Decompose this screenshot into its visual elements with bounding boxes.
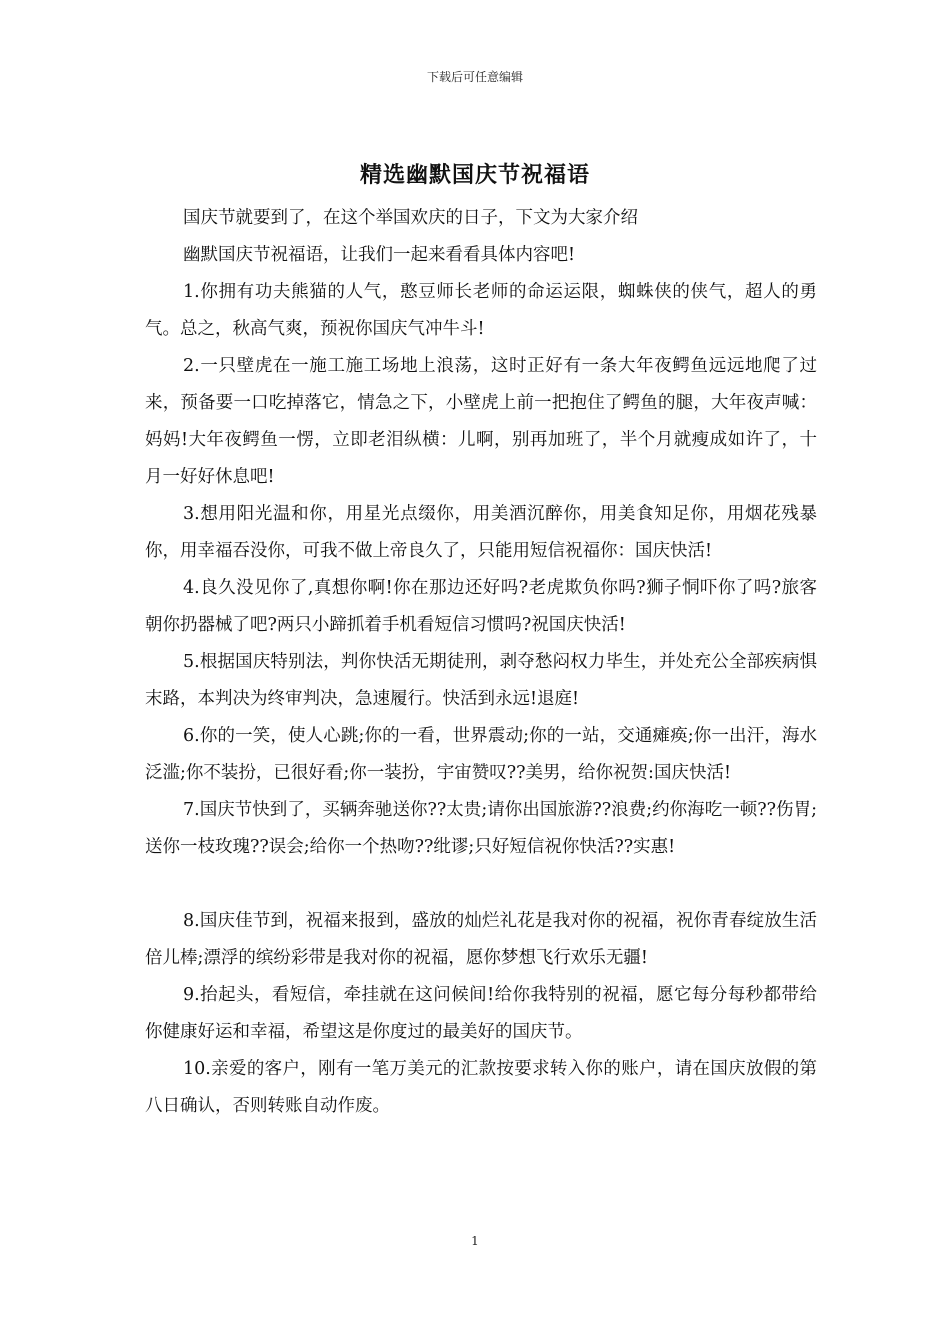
greeting-item-7: 7.国庆节快到了，买辆奔驰送你??太贵;请你出国旅游??浪费;约你海吃一顿??伤胃;送你一枝玫瑰??误会;给你一个热吻??纰谬;只好短信祝你快活??实惠! xyxy=(145,800,817,857)
greeting-item-1: 1.你拥有功夫熊猫的人气，憨豆师长老师的命运运限，蜘蛛侠的侠气，超人的勇气。总之，秋高气爽，预祝你国庆气冲牛斗! xyxy=(145,282,817,339)
greeting-item-4: 4.良久没见你了,真想你啊!你在那边还好吗?老虎欺负你吗?狮子恫吓你了吗?旅客朝你扔器械了吧?两只小蹄抓着手机看短信习惯吗?祝国庆快活! xyxy=(145,578,817,635)
intro-paragraph-1: 国庆节就要到了，在这个举国欢庆的日子，下文为大家介绍 xyxy=(183,208,638,228)
greeting-item-5: 5.根据国庆特别法，判你快活无期徒刑，剥夺愁闷权力毕生，并处充公全部疾病惧末路，本判决为终审判决，急速履行。快活到永远!退庭! xyxy=(145,652,817,709)
greeting-item-10: 10.亲爱的客户，刚有一笔万美元的汇款按要求转入你的账户，请在国庆放假的第八日确认，否则转账自动作废。 xyxy=(145,1059,817,1116)
greeting-item-6: 6.你的一笑，使人心跳;你的一看，世界震动;你的一站，交通瘫痪;你一出汗，海水泛滥;你不装扮，已很好看;你一装扮，宇宙赞叹??美男，给你祝贺:国庆快活! xyxy=(145,726,817,783)
document-title: 精选幽默国庆节祝福语 xyxy=(359,162,590,188)
page-header-note: 下载后可任意编辑 xyxy=(426,70,523,84)
intro-paragraph-2: 幽默国庆节祝福语，让我们一起来看看具体内容吧! xyxy=(183,245,576,265)
greeting-item-9: 9.抬起头，看短信，牵挂就在这问候间!给你我特别的祝福，愿它每分每秒都带给你健康好运和幸福，希望这是你度过的最美好的国庆节。 xyxy=(145,985,817,1042)
greeting-item-2: 2.一只壁虎在一施工施工场地上浪荡，这时正好有一条大年夜鳄鱼远远地爬了过来，预备要一口吃掉落它，情急之下，小壁虎上前一把抱住了鳄鱼的腿，大年夜声喊：妈妈!大年夜鳄鱼一愣，立即老泪纵横：儿啊，别再加班了，半个月就瘦成如许了，十月一好好休息吧! xyxy=(145,356,817,487)
greeting-item-8: 8.国庆佳节到，祝福来报到，盛放的灿烂礼花是我对你的祝福，祝你青春绽放生活倍儿棒;漂浮的缤纷彩带是我对你的祝福，愿你梦想飞行欢乐无疆! xyxy=(145,911,817,968)
page-number: 1 xyxy=(471,1234,479,1248)
blank-line xyxy=(145,866,817,903)
document-body xyxy=(145,200,817,1125)
greeting-item-3: 3.想用阳光温和你，用星光点缀你，用美酒沉醉你，用美食知足你，用烟花残暴你，用幸福吞没你，可我不做上帝良久了，只能用短信祝福你：国庆快活! xyxy=(145,504,817,561)
